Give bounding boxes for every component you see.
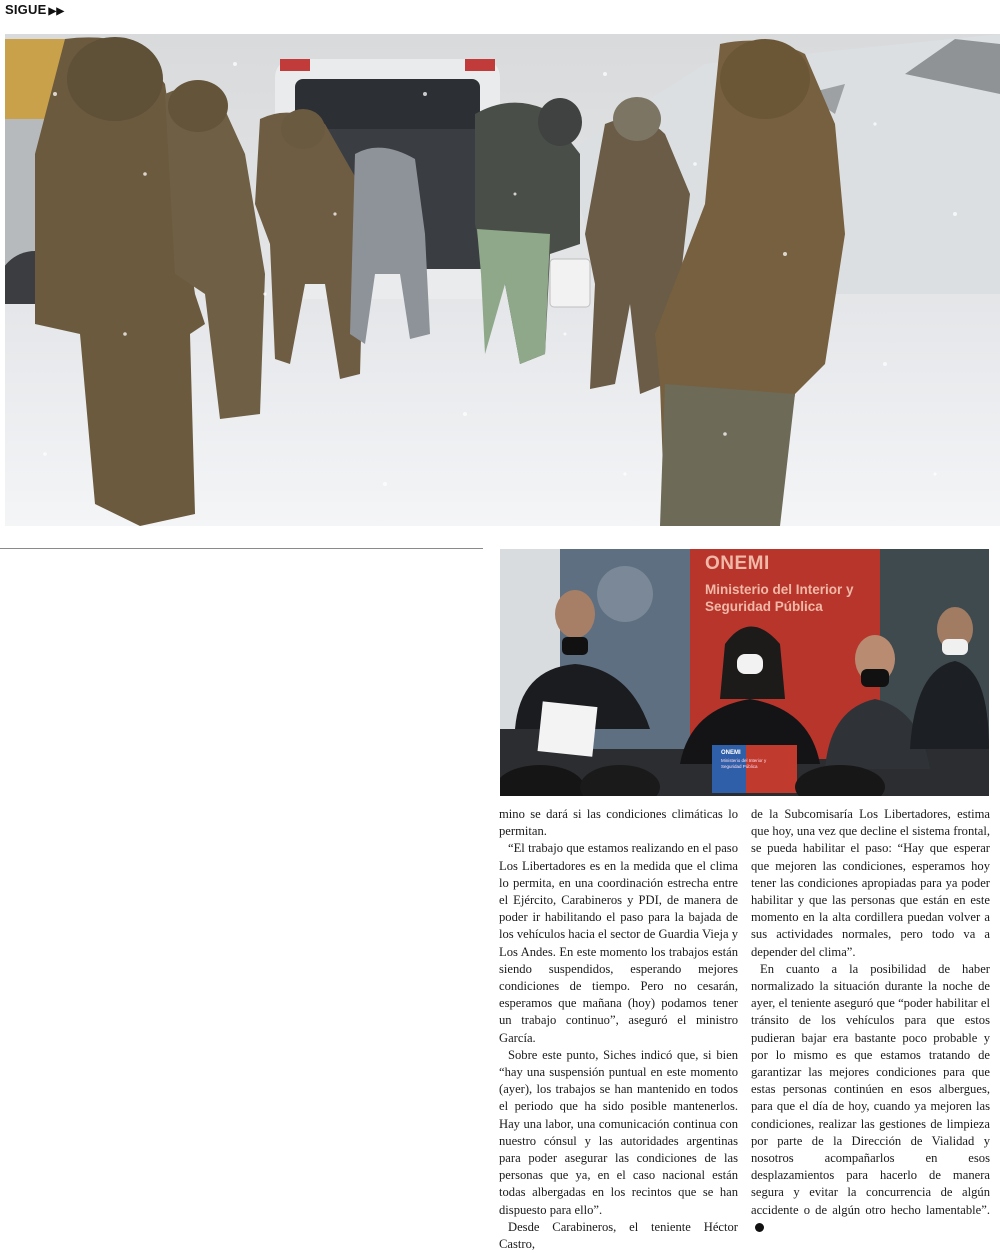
backdrop-org-name: ONEMI — [705, 553, 770, 574]
paragraph-final — [751, 961, 990, 1236]
end-of-article-icon — [755, 1223, 764, 1232]
article-column-1 — [499, 806, 738, 1253]
paragraph: Sobre este punto, Siches indicó que, si bien “hay una suspensión puntual en este momento (ayer), los trabajos se han mantenido en todos el periodo que ha sido posible mantenerlos. Hay una labor, una comunicación continua con nuestro cónsul y las autoridades argentinas para poder asegurar las condiciones de las personas que ya, en el caso nacional están todas albergadas en los recintos que se han dispuesto para ello”. — [499, 1047, 738, 1217]
article-column-2 — [751, 806, 990, 1236]
continue-marker — [5, 2, 64, 17]
paragraph: de la Subcomisaría Los Libertadores, estima que hoy, una vez que decline el sistema frontal, se pueda habilitar el paso: “Hay que esperar que mejoren las condiciones, esperamos hoy tener las condiciones apropiadas para ya poder habilitar y que las personas que están en este momento en la alta cordillera puedan volver a sus actividades normales, pero todo va a depender del clima”. — [751, 807, 990, 959]
podium-org-name: ONEMI — [721, 750, 741, 756]
section-divider — [0, 548, 483, 549]
photo-press-briefing — [500, 549, 989, 796]
continue-label: SIGUE — [5, 2, 47, 17]
paragraph: “El trabajo que estamos realizando en el paso Los Libertadores es en la medida que el clima lo permita, en una coordinación estrecha entre el Ejército, Carabineros y PDI, de manera de poder ir habilitando el paso para la bajada de los vehículos hacia el sector de Guardia Vieja y Los Andes. En este momento los trabajos están siendo suspendidos, esperando mejores condiciones de tiempo. Pero no cesarán, esperamos que mañana (hoy) podamos tener un trabajo continuo”, aseguró el ministro García. — [499, 841, 738, 1045]
podium-ministry-name: Ministerio del Interior y Seguridad Pública — [721, 758, 767, 769]
double-arrow-icon: ▶▶ — [48, 6, 65, 17]
paragraph-text: En cuanto a la posibilidad de haber normalizado la situación durante la noche de ayer, el teniente aseguró que “poder habilitar el tránsito de los vehículos para que estos pudieran bajar era bastante poco probable y por lo mismo es que estamos tratando de garantizar las mejores condiciones para que estas personas continúen en esos albergues, para que el día de hoy, cuando ya mejoren las condiciones, realizar las gestiones de limpieza por parte de la Dirección de Vialidad y nosotros acompañarlos en esos desplazamientos para hacerlo de manera segura y evitar la concurrencia de algún accidente o de algún otro hecho lamentable”. — [751, 961, 990, 1217]
backdrop-ministry-name: Ministerio del Interior y Seguridad Pública — [705, 582, 854, 614]
paragraph: mino se dará si las condiciones climáticas lo permitan. — [499, 807, 738, 839]
paragraph: Desde Carabineros, el teniente Héctor Castro, — [499, 1219, 738, 1252]
photo-snow-rescue — [5, 34, 1000, 526]
